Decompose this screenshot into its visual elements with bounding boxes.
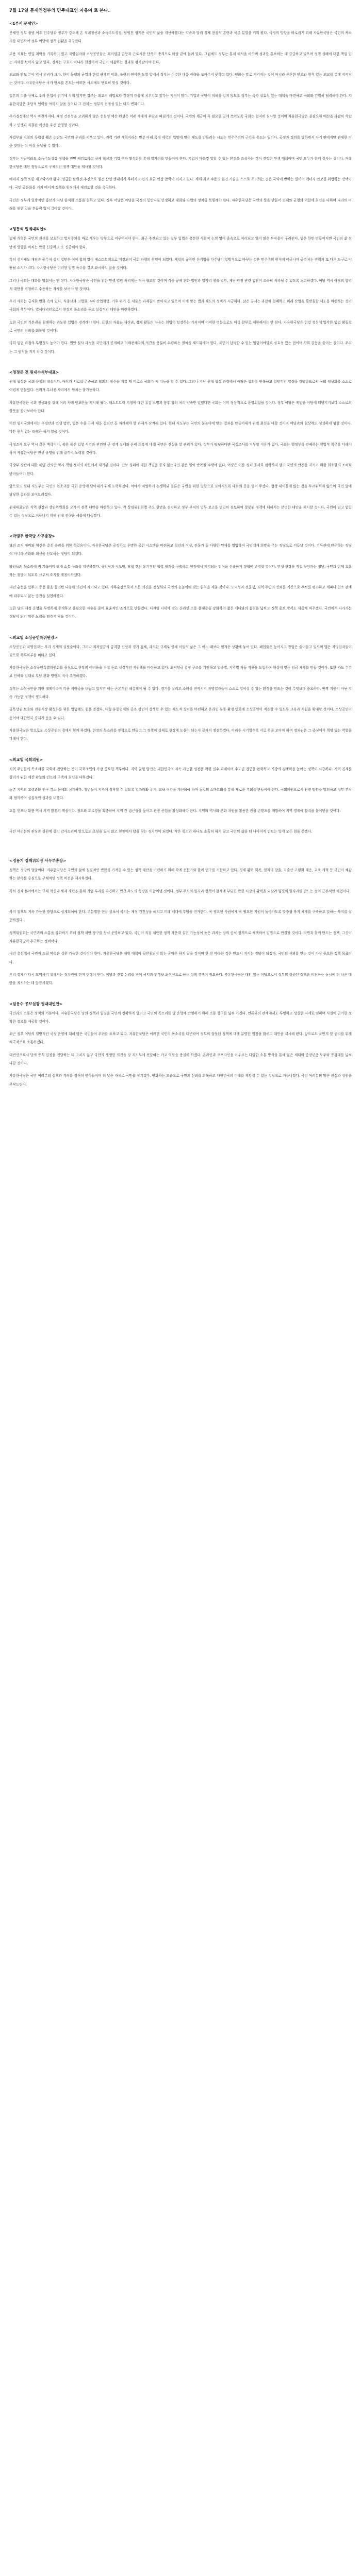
section-paragraph: 원내대표단은 지역 현장과 상임위원회를 오가며 정책 대안을 마련하고 있다. 각 상임위원회별 주요 현안을 점검하고 정부 부처의 업무 보고를 면밀히 검토하여 잘못된 정책에 대해서는 분명한 대안을 제시할 것이다. 국민이 믿고 맡길 수 있는 정당으로 거듭나기 위해 원내 전략을 새롭게 다듬겠다. <box>9 505 352 518</box>
section-paragraph: 정책은 정당의 얼굴이다. 자유한국당은 국민의 삶에 실질적인 변화를 가져올 수 있는 정책 대안을 마련하기 위해 각계 전문가와 함께 연구를 거듭하고 있다. 경제 활력 회복, 일자리 창출, 저출산 고령화 대응, 교육 개혁 등 국민이 체감하는 분야를 중심으로 구체적인 정책 비전을 제시하겠다. <box>9 868 352 881</box>
section-paragraph: 특히 경제 분야에서는 규제 혁신과 세제 개편을 통해 기업 투자를 촉진하고 민간 주도의 성장을 이끌어낼 것이다. 정부 주도의 일자리 정책이 한계에 부딪힌 만큼 시장의 활력을 되살려 양질의 일자리를 만드는 것이 근본적인 해법이다. <box>9 889 351 893</box>
section-paragraph: 대변인으로서 당의 공식 입장을 전달하는 데 그치지 않고 국민의 생생한 의견을 당 지도부에 전달하는 가교 역할을 충실히 하겠다. 온라인과 오프라인을 아우르는 다양한 소통 방식을 통해 젊은 세대와 중장년층 모두와 공감대를 넓혀 나갈 것이다. <box>9 1053 352 1066</box>
section-paragraph: 국방부 장관에 대한 해임 건의안 역시 책임 정치의 차원에서 제기된 것이다. 안보 실패에 대한 책임을 묻지 않는다면 같은 일이 반복될 수밖에 없다. 여당은 이를 정치 공세로 폄하하지 말고 국민의 안전을 지키기 위한 최소한의 조치로 받아들여야 한다. <box>9 463 352 476</box>
section-paragraph: 사법부와 검찰의 독립성 훼손 논란도 국민의 우려를 키우고 있다. 권력 기관 개혁이라는 명분 아래 특정 세력의 입맛에 맞는 제도를 만들려는 시도는 민주주의의 근간을 흔드는 일이다. 공정과 정의를 말하면서 자기 편에게만 관대한 이중 잣대는 더 이상 용납될 수 없다. <box>9 135 352 148</box>
section-paragraph: 자유한국당은 국민 여러분의 질책과 격려를 겸허히 받아들이며 더 낮은 자세로 국민을 섬기겠다. 변화하는 모습으로 국민의 신뢰를 회복하고 대한민국의 미래를 책임질 수 있는 정당으로 거듭나겠다. 국민 여러분의 많은 관심과 성원을 부탁드린다. <box>9 1074 352 1087</box>
section-paragraph: 고용 지표는 연일 최악을 기록하고 있고 자영업자와 소상공인들은 최저임금 급등과 근로시간 단축의 충격으로 벼랑 끝에 몰려 있다. 그럼에도 정부는 통계 해석을 바꾸며 성과를 홍보하는 데 급급하고 있으며 정책 실패에 대한 책임 있는 자세를 보이지 않고 있다. 경제는 구호가 아니라 현실이며 국민이 체감하는 결과로 평가받아야 한다. <box>9 52 352 64</box>
section-paragraph: 지역 주민들의 목소리를 국회에 전달하는 것이 국회의원의 가장 중요한 책무이다. 지역 균형 발전은 대한민국의 지속 가능한 성장을 위한 필수 과제이며 수도권 집중을 완화하고 지방의 경쟁력을 높이는 정책이 시급하다. 지역 경제를 살리기 위한 예산 확보와 인프라 구축에 최선을 다하겠다. <box>9 767 352 779</box>
section-paragraph: 자유한국당은 소상공인특별위원회를 중심으로 현장의 어려움을 직접 듣고 실질적인 지원책을 마련하고 있다. 최저임금 결정 구조를 개편하고 업종별, 지역별 차등 적용을 도입하여 현실에 맞는 임금 체계를 만들 것이다. 또한 카드 수수료 인하와 임대료 부담 완화 방안도 적극 추진하겠다. <box>9 666 352 679</box>
section-heading: <정정준 전 원내수석부대표> <box>9 370 59 375</box>
section-paragraph: 국민은 정부에 일방적인 홍보가 아닌 솔직한 소통을 원하고 있다. 정부 여당은 야당을 국정의 동반자로 인정하고 대화와 타협의 정치를 복원해야 한다. 자유한국당은 국민의 뜻을 받들어 견제와 균형의 역할에 최선을 다하며 나라의 미래를 위한 길을 흔들림 없이 걸어갈 것이다. <box>9 198 352 211</box>
section-paragraph: 내년 총선에서 국민께 드릴 약속은 실천 가능한 것이어야 한다. 자유한국당은 재원 대책이 뒷받침되지 않는 공약은 하지 않을 것이며 한 번 약속한 것은 반드시 지키는 정당이 되겠다. 국민의 신뢰를 얻는 것이 가장 중요한 정책 목표이다. <box>9 952 352 964</box>
section-paragraph: 그러나 국회는 대화를 멈춰서는 안 된다. 자유한국당은 국민을 위한 민생 법안 처리에는 적극 협조할 것이며 각종 규제 완화 법안과 일자리 창출 법안, 재난 안전 관련 법안이 조속히 처리될 수 있도록 노력하겠다. 여당 역시 야당의 합리적 대안을 경청하고 수용하는 자세를 보여야 할 것이다. <box>9 278 352 291</box>
section-paragraph: 정책위원회는 국민과의 소통을 강화하기 위해 정책 제안 창구를 상시 운영하고 있다. 국민이 직접 제안한 정책 가운데 실현 가능성이 높은 과제는 당의 공식 정책으로 채택하여 입법으로 연결할 것이다. 국민과 함께 만드는 정책, 그것이 자유한국당이 추구하는 정치이다. <box>9 930 352 944</box>
section-paragraph: 최근 정부 여당의 일방적인 국정 운영에 대해 많은 국민들이 우려를 표하고 있다. 자유한국당은 이러한 국민의 목소리를 대변하여 정부의 잘못된 정책에 대해 분명한 입장을 밝히고 대안을 제시해 왔다. 앞으로도 국민의 알 권리를 위해 적극적으로 소통하겠다. <box>9 1032 352 1045</box>
section-heading: <박맹우 한국당 사무총장> <box>9 534 55 539</box>
section-paragraph: 원내 협상은 국회 운영의 핵심이다. 여야가 서로를 존중하고 합의의 정신을 지킬 때 비로소 국회가 제 기능을 할 수 있다. 그러나 지난 원내 협상 과정에서 여당은 합의를 번복하고 일방적인 일정을 강행함으로써 국회 정상화를 스스로 어렵게 만들었다. 신뢰가 무너진 자리에서 협치는 불가능하다. <box>9 380 352 393</box>
section-paragraph: 국민 여러분의 관심과 성원에 깊이 감사드리며 앞으로도 초심을 잃지 않고 현장에서 답을 찾는 정치인이 되겠다. 작은 목소리 하나도 소홀히 하지 않고 국민의 삶을 더 나아지게 만드는 일에 모든 힘을 쏟겠다. <box>9 829 313 834</box>
section-paragraph: 앞으로도 원내 지도부는 국민의 목소리를 국회 운영에 담아내기 위해 노력하겠다. 여야가 치열하게 논쟁하되 결론은 국민을 위한 방향으로 모아지도록 대화의 문을 열어 두겠다. 협상 테이블에 앉는 것을 두려워하지 않으며 국민 앞에 당당한 결과를 보여드리겠다. <box>9 484 352 497</box>
section-paragraph: 일본의 수출 규제로 우리 산업이 위기에 처해 있지만 정부는 외교적 해법보다 감정적 대응에 치우치고 있다는 지적이 많다. 기업과 국민이 피해를 입지 않도록 정부는 즉각 실효성 있는 대책을 마련하고 국회와 긴밀히 협력해야 한다. 자유한국당은 초당적 협력을 아끼지 않을 것이나 그 전제는 정부의 진정성 있는 태도 변화이다. <box>9 93 352 107</box>
section-paragraph: 이번 임시국회에서는 추경안과 민생 법안, 일본 수출 규제 대응 결의안 등 처리해야 할 과제가 산적해 있다. 원내 지도부는 국민의 눈높이에 맞는 결과를 만들어내기 위해 최선을 다할 것이며 여당과의 협상에도 성실하게 임할 것이다. 다만 원칙 없는 타협은 하지 않을 것이다. <box>9 421 352 434</box>
section-paragraph: 국정조사 요구 역시 같은 맥락이다. 북한 목선 입항 사건과 관련된 군 경계 실패와 은폐 의혹에 대해 국민은 진실을 알 권리가 있다. 정부가 떳떳하다면 국정조사를 거부할 이유가 없다. 국회는 행정부를 견제하는 헌법적 책무를 다해야 하며 자유한국당은 진상 규명을 위해 끝까지 노력할 것이다. <box>9 442 352 455</box>
section-paragraph: 또한 당의 재정 운영을 투명하게 공개하고 불필요한 지출을 줄여 효율적인 조직으로 만들겠다. 디지털 시대에 맞는 온라인 소통 플랫폼을 강화하여 젊은 세대와의 접점을 넓히고 정책 홍보 방식도 새롭게 바꾸겠다. 국민에게 다가가는 정당이 되기 위한 노력을 멈추지 않을 것이다. <box>9 606 352 619</box>
section-paragraph: 특히 선거제도 개편과 공수처 설치 법안은 여야 합의 없이 패스트트랙으로 지정되어 국회 파행의 원인이 되었다. 게임의 규칙인 선거법을 다수당이 일방적으로 바꾸는 것은 민주주의 원칙에 어긋나며 공수처는 권력의 또 다른 도구로 악용될 소지가 크다. 자유한국당은 이러한 입법 독주를 결코 좌시하지 않을 것이다. <box>9 258 352 270</box>
section-paragraph: 당의 조직 정비와 혁신은 총선 승리를 위한 첫걸음이다. 자유한국당은 공정하고 투명한 공천 시스템을 마련하고 청년과 여성, 전문가 등 다양한 인재를 영입하여 국민에게 희망을 주는 정당으로 거듭날 것이다. 기득권에 안주하는 정당이 아니라 변화와 쇄신을 선도하는 정당이 되겠다. <box>9 544 352 556</box>
section-paragraph: 에너지 정책 또한 재고되어야 한다. 성급한 탈원전 추진으로 원전 산업 생태계가 무너지고 전기 요금 인상 압박이 커지고 있다. 세계 최고 수준의 원전 기술을 스스로 포기하는 것은 국익에 반하는 일이며 에너지 안보를 위협하는 선택이다. 국민 공론화를 거쳐 에너지 정책을 원점에서 재검토할 것을 촉구한다. <box>9 177 352 190</box>
section-paragraph: 골목상권 보호와 전통시장 활성화를 위한 입법에도 힘을 쏟겠다. 대형 유통업체와 중소 상인이 상생할 수 있는 제도적 장치를 마련하고 온라인 유통 환경 변화에 소상공인이 적응할 수 있도록 교육과 지원을 확대할 것이다. 소상공인이 웃어야 대한민국 경제가 웃을 수 있다. <box>9 707 352 720</box>
section-paragraph: 자유한국당은 국회 정상화를 위해 여러 차례 양보안을 제시해 왔다. 패스트트랙 지정에 대한 유감 표명과 향후 합의 처리 약속만 있었다면 국회는 이미 정상적으로 운영되었을 것이다. 정부 여당은 책임을 야당에 떠넘기기보다 스스로의 잘못을 돌아보아야 한다. <box>9 400 352 413</box>
section-paragraph: 자유한국당은 앞으로도 소상공인의 곁에서 함께 하겠다. 현장의 목소리를 정책으로 만들고 그 정책이 실제로 현장에 도움이 되는지 끝까지 점검하겠다. 어려운 시기일수록 서로 힘을 모아야 하며 정치권은 그 중심에서 책임 있는 역할을 다해야 한다. <box>9 728 352 741</box>
section-paragraph: 문재인 정부 출범 이후 민주당과 정부가 강조해 온 적폐청산과 소득주도성장, 탈원전 정책은 국민의 삶을 개선하겠다는 약속과 달리 경제 현장의 혼란과 국론 분열을 키워 왔다. 국정의 방향을 바로잡기 위해 자유한국당은 국민의 목소리를 대변하여 정부 여당에 정책 전환을 촉구한다. <box>9 31 352 44</box>
section-paragraph: 추가경정예산 역시 마찬가지다. 재정 건전성을 고려하지 않은 선심성 예산 편성은 미래 세대에 부담을 떠넘기는 것이다. 국민의 세금이 꼭 필요한 곳에 쓰이도록 국회는 철저히 심사할 것이며 자유한국당은 불필요한 예산을 과감히 삭감하고 민생과 직결된 예산을 우선 반영할 것이다. <box>9 114 352 127</box>
section-paragraph: 농촌 지역의 고령화와 인구 감소 문제도 심각하다. 청년들이 지역에 정착할 수 있도록 일자리와 주거, 교육 여건을 개선해야 하며 농업의 스마트화를 통해 새로운 기회를 만들어야 한다. 국회의원으로서 관련 법안을 발의하고 정부 부처와 협의하여 실질적인 성과를 내겠다. <box>9 788 352 801</box>
section-paragraph: 법제 개혁은 국민의 권리를 보호하고 법치주의를 바로 세우는 방향으로 이루어져야 한다. 최근 추진되고 있는 일부 입법은 충분한 사회적 논의 없이 졸속으로 처리되고 있어 많은 부작용이 우려된다. 법은 한번 만들어지면 국민의 삶 전반에 영향을 미치는 만큼 신중하고 또 신중해야 한다. <box>9 236 352 249</box>
section-paragraph: 외교와 안보 분야 역시 우려가 크다. 한미 동맹의 균열과 한일 관계의 악화, 북한의 연이은 도발 앞에서 정부는 뚜렷한 대응 전략을 보여주지 못하고 있다. 평화는 말로 지켜지는 것이 아니라 튼튼한 안보와 원칙 있는 외교를 통해 지켜지는 것이다. 자유한국당은 국가 안보를 흔드는 어떠한 시도에도 단호히 맞설 것이다. <box>9 73 352 86</box>
section-paragraph: 내년 총선을 앞두고 공천 룰을 둘러싼 다양한 의견이 제기되고 있다. 사무총장으로서 모든 의견을 경청하되 국민의 눈높이에 맞는 원칙을 세울 것이다. 도덕성과 전문성, 지역 주민의 신뢰를 기준으로 후보를 평가하고 계파나 친소 관계에 좌우되지 않는 공천을 실현하겠다. <box>9 585 352 598</box>
section-paragraph: 정부는 지금이라도 소득주도성장 정책을 전면 재검토하고 규제 혁신과 기업 투자 활성화를 통해 일자리를 만들어야 한다. 기업이 마음껏 일할 수 있는 환경을 조성하는 것이 진정한 민생 대책이며 국민 모두가 함께 잘사는 길이다. 자유한국당은 대안 정당으로서 구체적인 정책 대안을 제시할 것이다. <box>9 156 352 169</box>
section-paragraph: 교통 인프라 확충 역시 지역 발전의 핵심이다. 철도와 도로망을 확충하여 지역 간 접근성을 높이고 관광 산업을 활성화해야 한다. 지역의 역사와 문화 자원을 활용한 관광 콘텐츠를 개발하여 지역 경제에 활력을 불어넣을 것이다. <box>9 808 341 813</box>
section-paragraph: 복지 정책도 지속 가능한 방향으로 설계되어야 한다. 무분별한 현금 살포식 복지는 재정 건전성을 해치고 미래 세대에 부담을 전가한다. 꼭 필요한 사람에게 꼭 필요한 지원이 돌아가도록 맞춤형 복지 체계를 구축하고 일하는 복지를 실현하겠다. <box>9 910 352 923</box>
section-paragraph: 당원들의 목소리에 귀 기울이며 당내 소통 구조를 개선하겠다. 중앙당과 시도당, 당협 간의 유기적인 협력 체계를 구축하고 현장에서 제기되는 민심을 신속하게 정책에 반영할 것이다. 민생 현장을 직접 찾아가는 정당, 국민과 함께 호흡하는 정당이 되도록 사무처 조직을 재정비하겠다. <box>9 564 352 578</box>
section-paragraph: 우리 경제가 다시 도약하기 위해서는 정치권이 먼저 변해야 한다. 이념과 진영 논리를 넘어 국익과 민생을 최우선으로 하는 정책 경쟁이 필요하다. 자유한국당은 대안 있는 야당으로서 정부의 잘못된 정책을 비판하는 동시에 더 나은 대안을 제시하는 데 앞장서겠다. <box>9 973 352 986</box>
document-title: 7월 17일 문재인정부의 민주대표인 자유여 로 본다. <box>9 8 110 13</box>
section-paragraph: 소상공인과 자영업자는 우리 경제의 실핏줄이다. 그러나 최저임금의 급격한 인상과 경기 침체, 과도한 규제로 인해 이들의 삶은 그 어느 때보다 힘겨운 상황에 놓여 있다. 폐업률은 높아지고 창업은 줄어들고 있으며 많은 자영업자들이 빚으로 하루하루를 버티고 있다. <box>9 645 352 657</box>
section-paragraph: 국회 입법 과정의 투명성도 높여야 한다. 법안 심사 과정을 국민에게 공개하고 이해관계자의 의견을 충분히 수렴하는 절차를 제도화해야 한다. 국민이 납득할 수 있는 입법이야말로 실효성 있는 법이며 사회 갈등을 줄이는 길이다. 우리는 그 원칙을 지켜 나갈 것이다. <box>9 341 352 354</box>
section-paragraph: 국민과의 소통은 정치의 기본이다. 자유한국당은 당의 정책과 입장을 국민께 정확하게 알리고 국민의 목소리를 당 운영에 반영하기 위해 소통 창구를 넓혀 가겠다. 언론과의 관계에서도 투명하고 성실한 자세로 임하며 사실에 근거한 정확한 정보를 제공할 것이다. <box>9 1011 352 1024</box>
section-heading: <최교일 소상공인특위원장> <box>9 635 58 640</box>
section-heading: <엄용수 공보실장 원내대변인> <box>9 1001 63 1006</box>
section-heading: <최교일 국회의원> <box>9 757 43 762</box>
section-paragraph: 우리 사회는 급격한 변화 속에 있다. 저출산과 고령화, 4차 산업혁명, 기후 위기 등 새로운 과제들이 쏟아지고 있으며 이에 맞는 법과 제도의 정비가 시급하다. 낡은 규제는 과감히 철폐하고 미래 산업을 뒷받침할 제도를 마련하는 것이 국회의 책무이다. 법제대리인으로서 현장의 목소리를 듣고 실질적인 대안을 마련하겠다. <box>9 299 352 312</box>
section-paragraph: 또한 국민의 기본권을 침해하는 과도한 입법은 경계해야 한다. 표현의 자유와 재산권, 경제 활동의 자유는 헌법이 보장하는 가치이며 어떠한 명분으로도 이를 함부로 제한해서는 안 된다. 자유한국당은 헌법 정신에 입각한 입법 활동으로 국민의 신뢰를 회복할 것이다. <box>9 320 352 333</box>
section-heading: <1부서 문재인> <box>9 21 38 26</box>
section-paragraph: 정부는 소상공인을 위한 대책이라며 각종 지원금을 내놓고 있지만 이는 근본적인 해결책이 될 수 없다. 경기를 살리고 소비를 진작시켜 자영업자들이 스스로 일어설 수 있는 환경을 만드는 것이 무엇보다 중요하다. 반짝 지원이 아닌 지속 가능한 정책이 필요하다. <box>9 686 352 700</box>
section-heading: <정용기 정책위의장 사무부총장> <box>9 858 67 863</box>
section-heading: <정동석 법제대리인> <box>9 227 47 232</box>
